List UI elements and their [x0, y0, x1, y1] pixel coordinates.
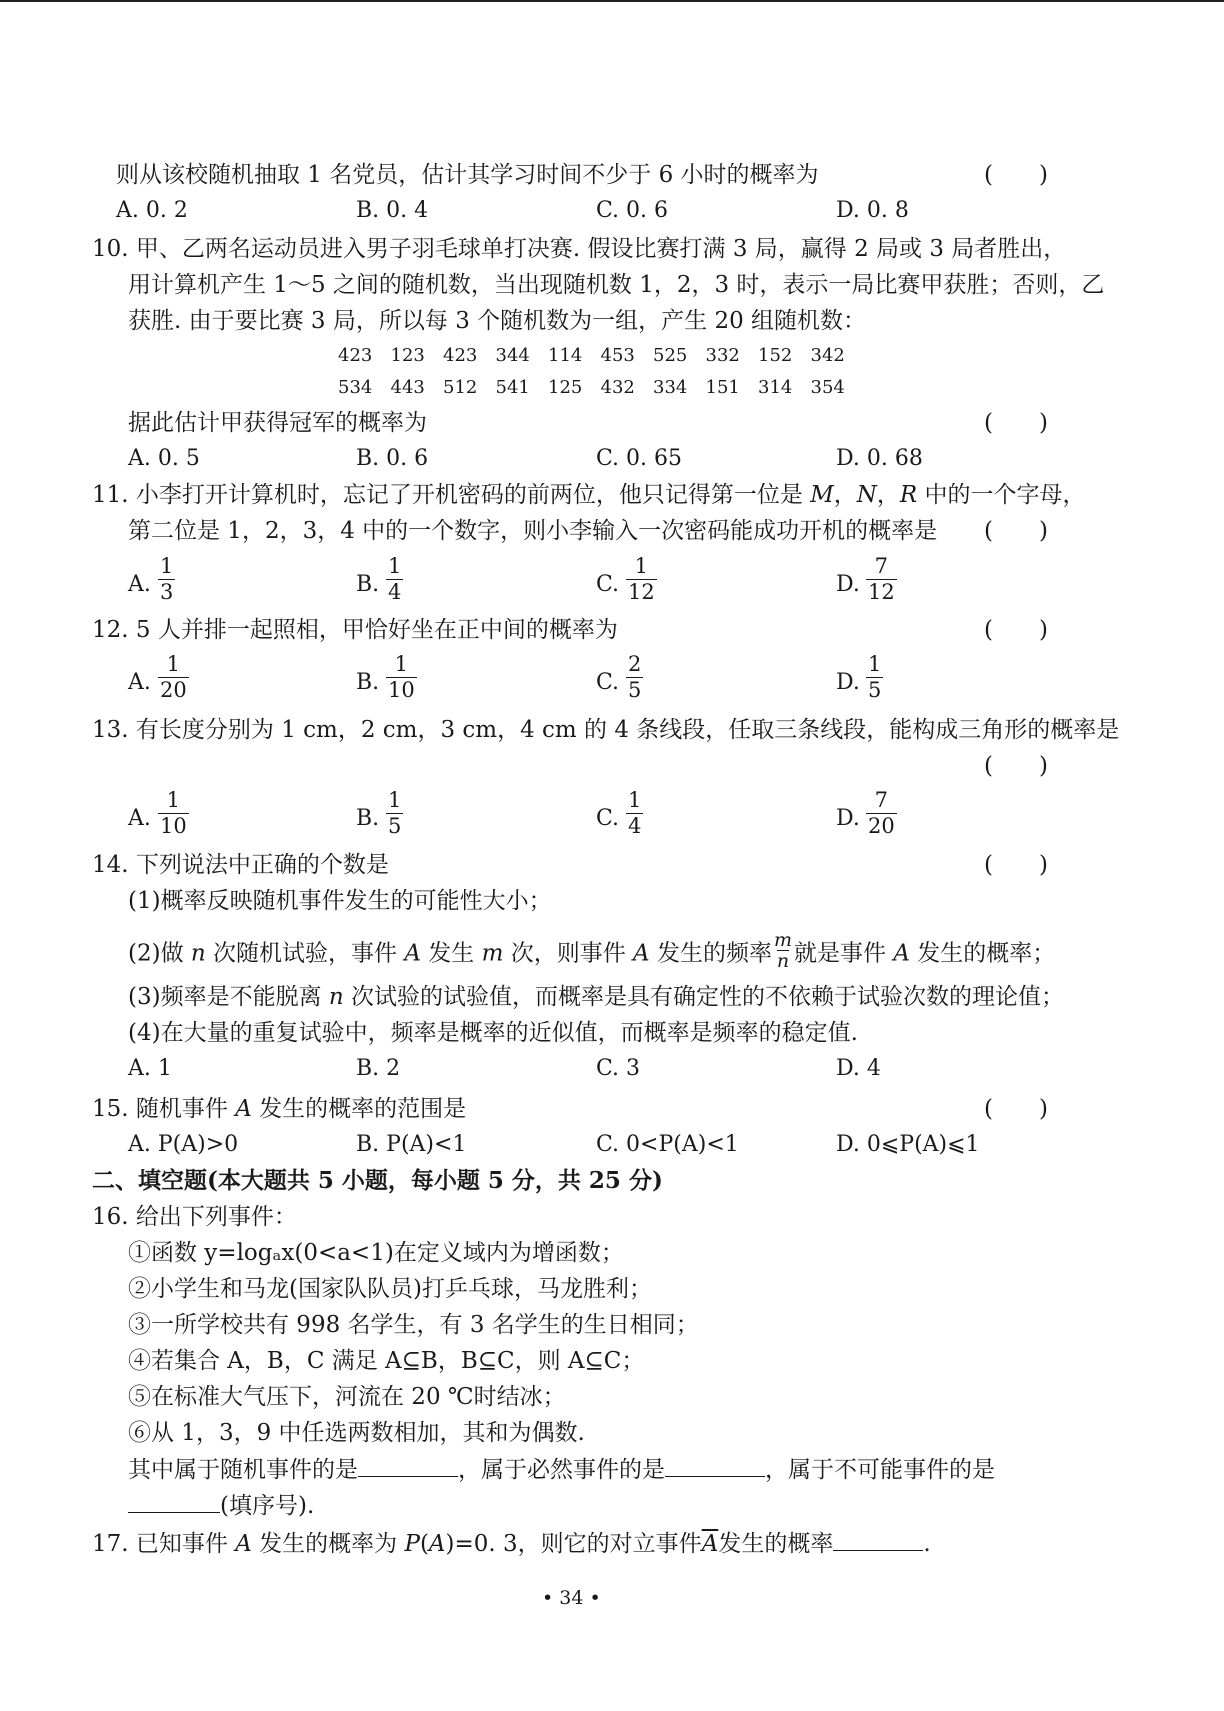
fraction: [626, 652, 643, 703]
q11-text: 11. 小李打开计算机时，忘记了开机密码的前两位，他只记得第一位是: [92, 482, 811, 508]
q11-letter-m: M: [810, 482, 834, 508]
fraction-numerator: 1: [160, 554, 174, 578]
q11-text: 中的一个字母，: [917, 482, 1086, 508]
fraction: [158, 554, 175, 605]
q14-option-b: B. 2: [356, 1056, 401, 1081]
page-number: • 34 •: [542, 1587, 601, 1609]
text: 发生的概率；: [909, 940, 1056, 967]
fraction-denominator: 12: [868, 580, 895, 604]
fraction-denominator: 12: [628, 580, 655, 604]
random-number: 332: [705, 345, 740, 366]
fraction-denominator: n: [776, 950, 790, 972]
answer-blank-certain[interactable]: [665, 1454, 765, 1477]
q14-option-a: A. 1: [128, 1056, 172, 1081]
q9-stem-tail: 则从该校随机抽取 1 名党员，估计其学习时间不少于 6 小时的概率为: [116, 162, 819, 188]
random-number: 432: [600, 377, 635, 398]
text: 发生的频率: [649, 940, 772, 967]
text: 就是事件: [794, 940, 894, 967]
fraction-numerator: 1: [634, 554, 649, 578]
q11-sep: ，: [876, 482, 900, 508]
q14-option-d: D. 4: [836, 1056, 881, 1081]
q16-question: [128, 1454, 995, 1485]
random-number: 123: [390, 345, 425, 366]
q12-stem: 12. 5 人并排一起照相，甲恰好坐在正中间的概率为: [92, 617, 618, 643]
q10-random-row1: [338, 344, 863, 368]
random-number: 534: [338, 377, 373, 398]
q14-statement-2: [128, 929, 1056, 975]
random-number: 541: [495, 377, 530, 398]
q10-option-c: C. 0. 65: [596, 446, 683, 471]
q10-stem-line3: 获胜. 由于要比赛 3 局，所以每 3 个随机数为一组，产生 20 组随机数：: [128, 308, 867, 334]
fraction: [866, 788, 897, 839]
q10-stem-line2: 用计算机产生 1～5 之间的随机数，当出现随机数 1，2，3 时，表示一局比赛甲获胜；否则，乙: [128, 272, 1105, 298]
q11-stem-line2: 第二位是 1，2，3，4 中的一个数字，则小李输入一次密码能成功开机的概率是: [128, 518, 938, 544]
var-a: A: [633, 940, 650, 967]
text: (填序号).: [220, 1493, 315, 1519]
var-a: A: [235, 1096, 252, 1122]
q15-option-b: B. P(A)<1: [356, 1132, 467, 1157]
q16-event-2: ②小学生和马龙(国家队队员)打乒乓球，马龙胜利；: [128, 1276, 652, 1302]
fraction-denominator: 3: [160, 580, 174, 604]
random-number: 314: [758, 377, 793, 398]
option-label: B.: [356, 572, 380, 597]
q9-option-d: D. 0. 8: [836, 198, 909, 223]
text: 次试验的试验值，而概率是具有确定性的不依赖于试验次数的理论值；: [343, 984, 1065, 1010]
q15-option-d: D. 0⩽P(A)⩽1: [836, 1132, 980, 1157]
random-number: 342: [810, 345, 845, 366]
q9-option-b: B. 0. 4: [356, 198, 429, 223]
option-label: D.: [836, 806, 860, 831]
fraction-numerator: 1: [166, 652, 181, 676]
fraction-denominator: 4: [388, 580, 402, 604]
option-label: C.: [596, 670, 620, 695]
q10-option-a: A. 0. 5: [128, 446, 200, 471]
fraction-numerator: 1: [868, 652, 882, 676]
fraction-denominator: 10: [160, 814, 187, 838]
q10-option-b: B. 0. 6: [356, 446, 429, 471]
random-number: 512: [443, 377, 478, 398]
q12-answer-paren: ( ): [984, 617, 1048, 643]
fraction-denominator: 4: [628, 814, 642, 838]
answer-blank-impossible[interactable]: [128, 1490, 220, 1513]
fraction-numerator: 7: [874, 788, 889, 812]
q10-option-d: D. 0. 68: [836, 446, 923, 471]
q11-stem-line1: [92, 480, 1086, 510]
q15-option-c: C. 0<P(A)<1: [596, 1132, 739, 1157]
random-number: 125: [548, 377, 583, 398]
fraction-numerator: 1: [388, 788, 402, 812]
q9-option-a: A. 0. 2: [116, 198, 188, 223]
fraction: [158, 652, 189, 703]
fraction: [386, 652, 417, 703]
fraction: [866, 652, 883, 703]
q16-event-6: ⑥从 1，3，9 中任选两数相加，其和为偶数.: [128, 1420, 585, 1446]
random-number: 423: [338, 345, 373, 366]
random-number: 525: [653, 345, 688, 366]
q10-stem-line4: 据此估计甲获得冠军的概率为: [128, 410, 427, 436]
text: 15. 随机事件: [92, 1096, 236, 1122]
fraction-numerator: 7: [874, 554, 889, 578]
var-m: m: [481, 940, 504, 967]
text: 发生的概率的范围是: [251, 1096, 467, 1122]
q16-event-1: ①函数 y=logₐx(0<a<1)在定义域内为增函数；: [128, 1240, 624, 1266]
q10-answer-paren: ( ): [984, 410, 1048, 436]
fraction: [626, 788, 643, 839]
q14-statement-1: (1)概率反映随机事件发生的可能性大小；: [128, 888, 552, 914]
random-number: 334: [653, 377, 688, 398]
q10-stem-line1: 10. 甲、乙两名运动员进入男子羽毛球单打决赛. 假设比赛打满 3 局，赢得 2 局或 3 局者胜出，: [92, 236, 1067, 262]
text: 其中属于随机事件的是: [128, 1457, 358, 1483]
random-number: 354: [810, 377, 845, 398]
text: 发生的概率为: [251, 1531, 405, 1557]
text: )=0. 3，则它的对立事件: [445, 1531, 702, 1557]
q16-stem: 16. 给出下列事件：: [92, 1204, 297, 1230]
q10-random-row2: [338, 376, 863, 400]
top-border-line: [0, 0, 1224, 2]
option-label: C.: [596, 806, 620, 831]
q14-statement-4: (4)在大量的重复试验中，频率是概率的近似值，而概率是频率的稳定值.: [128, 1020, 858, 1046]
text: ，属于必然事件的是: [458, 1457, 665, 1483]
fraction-numerator: 1: [388, 554, 402, 578]
q14-answer-paren: ( ): [984, 852, 1048, 878]
random-number: 423: [443, 345, 478, 366]
frequency-fraction: [774, 930, 792, 971]
option-label: D.: [836, 572, 860, 597]
option-label: B.: [356, 806, 380, 831]
option-label: A.: [128, 572, 151, 597]
option-label: A.: [128, 806, 151, 831]
fraction-denominator: 10: [388, 678, 415, 702]
fraction-numerator: 1: [628, 788, 642, 812]
random-number: 151: [705, 377, 740, 398]
q15-option-a: A. P(A)>0: [128, 1132, 239, 1157]
q14-stem: 14. 下列说法中正确的个数是: [92, 852, 389, 878]
random-number: 443: [390, 377, 425, 398]
fraction-numerator: 1: [394, 652, 409, 676]
section-2-heading: 二、填空题(本大题共 5 小题，每小题 5 分，共 25 分): [92, 1167, 663, 1194]
q9-answer-paren: ( ): [984, 162, 1048, 188]
random-number: 114: [548, 345, 583, 366]
fraction: [158, 788, 189, 839]
q17-stem: [92, 1528, 931, 1559]
option-label: B.: [356, 670, 380, 695]
q16-question-cont: [128, 1490, 314, 1521]
q13-stem: 13. 有长度分别为 1 cm，2 cm，3 cm，4 cm 的 4 条线段，任取三条线段，能构成三角形的概率是: [92, 717, 1120, 743]
fraction-denominator: 20: [868, 814, 895, 838]
text: 发生: [420, 940, 482, 967]
text: 次，则事件: [503, 940, 634, 967]
q15-stem: [92, 1094, 466, 1124]
fraction: [386, 554, 403, 605]
fraction-denominator: 5: [388, 814, 402, 838]
text: .: [923, 1531, 931, 1557]
answer-blank-q17[interactable]: [833, 1528, 923, 1551]
fraction: [626, 554, 657, 605]
text: 次随机试验，事件: [205, 940, 405, 967]
var-n: n: [190, 940, 206, 967]
q9-option-c: C. 0. 6: [596, 198, 669, 223]
text: 17. 已知事件: [92, 1531, 236, 1557]
q15-answer-paren: ( ): [984, 1096, 1048, 1122]
var-a: A: [893, 940, 910, 967]
var-p: P: [404, 1531, 420, 1557]
fraction-numerator: m: [773, 929, 792, 951]
q16-event-4: ④若集合 A，B，C 满足 A⊆B，B⊆C，则 A⊆C；: [128, 1348, 645, 1374]
random-number: 453: [600, 345, 635, 366]
fraction-denominator: 5: [868, 678, 882, 702]
q11-letter-n: N: [856, 482, 877, 508]
q13-answer-paren: ( ): [984, 753, 1048, 779]
var-a-complement: $\overline{A}$: [701, 1531, 719, 1557]
random-number: 344: [495, 345, 530, 366]
fraction-denominator: 5: [628, 678, 642, 702]
q11-answer-paren: ( ): [984, 518, 1048, 544]
q14-statement-3: [128, 982, 1064, 1012]
text: (2)做: [128, 940, 191, 967]
var-a: A: [235, 1531, 252, 1557]
fraction: [386, 788, 403, 839]
option-label: A.: [128, 670, 151, 695]
fraction-numerator: 1: [166, 788, 181, 812]
q11-letter-r: R: [899, 482, 918, 508]
fraction-denominator: 20: [160, 678, 187, 702]
answer-blank-random[interactable]: [358, 1454, 458, 1477]
q14-option-c: C. 3: [596, 1056, 641, 1081]
fraction-numerator: 2: [628, 652, 642, 676]
var-a: A: [404, 940, 421, 967]
q11-sep: ，: [833, 482, 857, 508]
text: (3)频率是不能脱离: [128, 984, 329, 1010]
text: ，属于不可能事件的是: [765, 1457, 995, 1483]
text: (: [419, 1531, 429, 1557]
var-n: n: [328, 984, 344, 1010]
option-label: C.: [596, 572, 620, 597]
fraction: [866, 554, 897, 605]
text: 发生的概率: [718, 1531, 834, 1557]
option-label: D.: [836, 670, 860, 695]
q16-event-5: ⑤在标准大气压下，河流在 20 ℃时结冰；: [128, 1384, 566, 1410]
q16-event-3: ③一所学校共有 998 名学生，有 3 名学生的生日相同；: [128, 1312, 699, 1338]
random-number: 152: [758, 345, 793, 366]
var-a: A: [428, 1531, 446, 1557]
